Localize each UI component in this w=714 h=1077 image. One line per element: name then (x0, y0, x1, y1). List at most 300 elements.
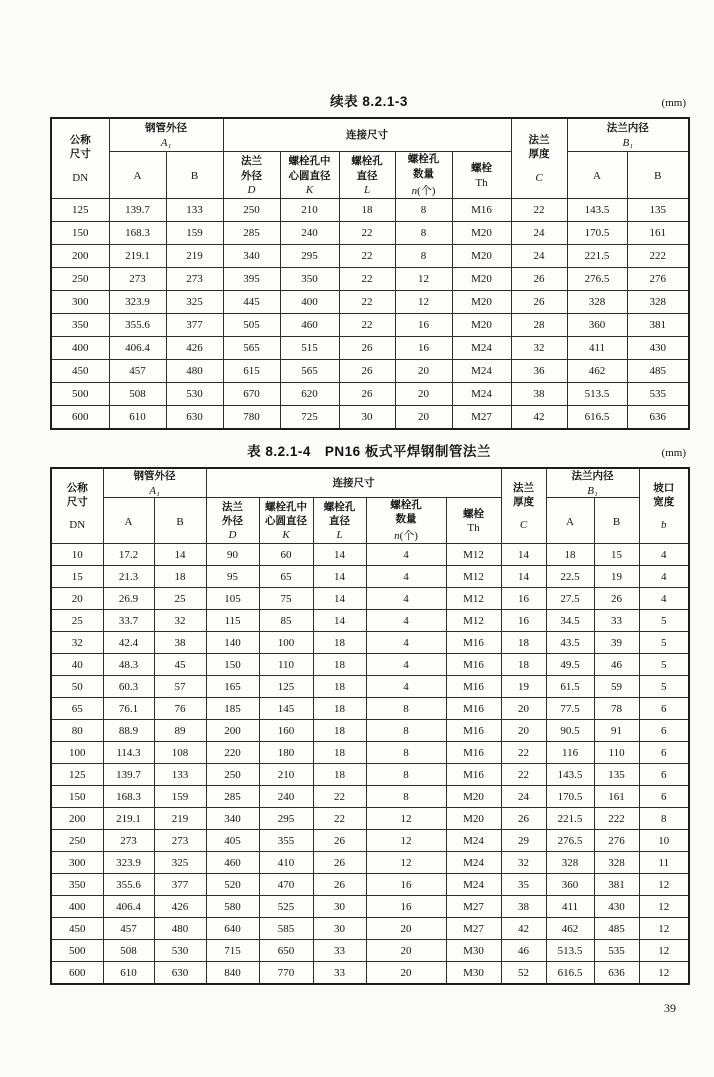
table-cell: 185 (206, 698, 259, 720)
table-cell: 670 (223, 383, 280, 406)
table-cell: 636 (594, 962, 639, 985)
table-cell: 220 (206, 742, 259, 764)
table-cell: 59 (594, 676, 639, 698)
table-cell: 19 (594, 566, 639, 588)
table-cell: 480 (154, 918, 206, 940)
table-row (51, 654, 689, 676)
table-cell: 85 (259, 610, 313, 632)
table-cell: 276.5 (546, 830, 594, 852)
table-cell: 480 (166, 360, 223, 383)
table-cell: 530 (166, 383, 223, 406)
table-cell: 18 (546, 544, 594, 566)
table-cell: 90.5 (546, 720, 594, 742)
table-cell: 43.5 (546, 632, 594, 654)
table-cell: 110 (594, 742, 639, 764)
table-cell: 14 (154, 544, 206, 566)
table-cell: 222 (627, 245, 689, 268)
table-cell: 115 (206, 610, 259, 632)
table-cell: 108 (154, 742, 206, 764)
table-cell: 515 (280, 337, 339, 360)
table-cell: M30 (446, 962, 501, 985)
table-cell: 210 (259, 764, 313, 786)
table-cell: 395 (223, 268, 280, 291)
table-cell: 16 (366, 896, 446, 918)
table-row (51, 383, 689, 406)
table-cell: 615 (223, 360, 280, 383)
table-cell: 219 (154, 808, 206, 830)
table-cell: 10 (639, 830, 689, 852)
table-cell: 80 (51, 720, 103, 742)
table-cell: M16 (452, 199, 511, 222)
table-cell: 35 (501, 874, 546, 896)
table-cell: 125 (259, 676, 313, 698)
table-cell: 355 (259, 830, 313, 852)
table-cell: 22 (511, 199, 567, 222)
table-8-2-1-4 (50, 467, 690, 985)
col-flange-od: 法兰外径 D (223, 152, 280, 199)
table-row (51, 199, 689, 222)
table-cell: 381 (627, 314, 689, 337)
table-cell: 585 (259, 918, 313, 940)
table-cell: 14 (501, 544, 546, 566)
table-cell: 105 (206, 588, 259, 610)
table-row (51, 337, 689, 360)
table-cell: 22 (339, 268, 395, 291)
table-cell: 360 (567, 314, 627, 337)
table-cell: 460 (206, 852, 259, 874)
colgroup-connection: 连接尺寸 (223, 118, 511, 152)
table-cell: M20 (452, 268, 511, 291)
table-cell: 323.9 (103, 852, 154, 874)
table-cell: 4 (366, 654, 446, 676)
table-cell: 46 (594, 654, 639, 676)
table-cell: 620 (280, 383, 339, 406)
table-cell: 355.6 (109, 314, 166, 337)
table-cell: 100 (51, 742, 103, 764)
table-cell: M24 (446, 874, 501, 896)
table-cell: 32 (51, 632, 103, 654)
table-cell: 20 (366, 940, 446, 962)
table-cell: 161 (594, 786, 639, 808)
table-cell: 135 (594, 764, 639, 786)
table-cell: 135 (627, 199, 689, 222)
table-cell: 406.4 (103, 896, 154, 918)
table-cell: 4 (366, 676, 446, 698)
table-row (51, 808, 689, 830)
table-cell: 18 (313, 764, 366, 786)
table-cell: M12 (446, 588, 501, 610)
table-cell: 616.5 (546, 962, 594, 985)
table-cell: 26 (313, 852, 366, 874)
table-cell: 219 (166, 245, 223, 268)
table-cell: 32 (154, 610, 206, 632)
col-flange-id-b: B (627, 152, 689, 199)
table-cell: 20 (395, 360, 452, 383)
table-cell: 15 (594, 544, 639, 566)
table-cell: 150 (206, 654, 259, 676)
table-cell: 160 (259, 720, 313, 742)
table-cell: 24 (511, 222, 567, 245)
table-cell: 400 (51, 896, 103, 918)
table-cell: 38 (511, 383, 567, 406)
col-nominal-size: 公称尺寸 DN (51, 118, 109, 199)
table-cell: M20 (452, 314, 511, 337)
table-cell: 18 (313, 720, 366, 742)
table-cell: 39 (594, 632, 639, 654)
table-cell: 12 (366, 852, 446, 874)
col-bolt-qty: 螺栓孔数量 n(个) (366, 498, 446, 544)
colgroup-flange-id: 法兰内径 B₁ (567, 118, 689, 152)
table-cell: M24 (446, 830, 501, 852)
table-row (51, 360, 689, 383)
table-cell: 76 (154, 698, 206, 720)
table1-body (51, 199, 689, 430)
table-cell: 4 (639, 566, 689, 588)
table-cell: 222 (594, 808, 639, 830)
page-number: 39 (664, 1001, 676, 1016)
table-cell: 273 (166, 268, 223, 291)
table-cell: 88.9 (103, 720, 154, 742)
table-cell: 30 (339, 406, 395, 430)
table-cell: 24 (501, 786, 546, 808)
table-cell: 4 (366, 610, 446, 632)
table-cell: 95 (206, 566, 259, 588)
col-bolt: 螺栓 Th (446, 498, 501, 544)
table-cell: 450 (51, 360, 109, 383)
table-cell: 381 (594, 874, 639, 896)
table-cell: 25 (51, 610, 103, 632)
table-cell: 630 (166, 406, 223, 430)
table-cell: 5 (639, 654, 689, 676)
table-cell: 36 (511, 360, 567, 383)
table-cell: 8 (366, 742, 446, 764)
table-cell: 340 (223, 245, 280, 268)
table-cell: 16 (395, 337, 452, 360)
table-cell: 250 (206, 764, 259, 786)
col-nominal-size: 公称尺寸 DN (51, 468, 103, 544)
table-row (51, 676, 689, 698)
table-cell: 377 (154, 874, 206, 896)
table-cell: 6 (639, 764, 689, 786)
table-cell: 630 (154, 962, 206, 985)
table-cell: 200 (51, 808, 103, 830)
col-pipe-od-a: A (103, 498, 154, 544)
table-cell: 457 (103, 918, 154, 940)
table-cell: 49.5 (546, 654, 594, 676)
table-cell: 14 (313, 610, 366, 632)
table-cell: 22 (339, 222, 395, 245)
table-cell: 219.1 (103, 808, 154, 830)
table-cell: 168.3 (103, 786, 154, 808)
table-cell: 26 (339, 360, 395, 383)
table1-header (51, 118, 689, 199)
table-cell: 22 (501, 742, 546, 764)
table-cell: 770 (259, 962, 313, 985)
table-cell: 600 (51, 406, 109, 430)
table-row (51, 291, 689, 314)
table-cell: 20 (395, 406, 452, 430)
table-cell: 5 (639, 610, 689, 632)
table-cell: 240 (280, 222, 339, 245)
col-flange-id-a: A (567, 152, 627, 199)
table-cell: 445 (223, 291, 280, 314)
table-cell: 600 (51, 962, 103, 985)
colgroup-pipe-od: 钢管外径 A₁ (109, 118, 223, 152)
table-cell: 150 (51, 786, 103, 808)
table-cell: 350 (51, 874, 103, 896)
table-cell: 114.3 (103, 742, 154, 764)
table-cell: 60.3 (103, 676, 154, 698)
table-cell: 22 (339, 245, 395, 268)
table-cell: 5 (639, 632, 689, 654)
table-cell: 170.5 (567, 222, 627, 245)
table-cell: 125 (51, 764, 103, 786)
table-cell: 616.5 (567, 406, 627, 430)
table-cell: 90 (206, 544, 259, 566)
table-cell: 180 (259, 742, 313, 764)
table-cell: 45 (154, 654, 206, 676)
table-cell: 18 (313, 698, 366, 720)
col-groove-width: 坡口宽度 b (639, 468, 689, 544)
table-cell: 168.3 (109, 222, 166, 245)
table-cell: 500 (51, 940, 103, 962)
table-cell: 565 (223, 337, 280, 360)
table-cell: M24 (452, 383, 511, 406)
table-cell: 406.4 (109, 337, 166, 360)
table-cell: 636 (627, 406, 689, 430)
col-bolt: 螺栓 Th (452, 152, 511, 199)
table-cell: M24 (452, 337, 511, 360)
col-pipe-od-b: B (154, 498, 206, 544)
table-row (51, 940, 689, 962)
table-cell: 139.7 (103, 764, 154, 786)
table-cell: 18 (313, 742, 366, 764)
table-cell: 4 (366, 544, 446, 566)
table-cell: 276 (627, 268, 689, 291)
table-cell: 715 (206, 940, 259, 962)
table1-title: 续表 8.2.1-3 (330, 94, 408, 109)
table-cell: 18 (313, 676, 366, 698)
table-cell: 65 (259, 566, 313, 588)
table-cell: M27 (446, 918, 501, 940)
table-cell: M12 (446, 610, 501, 632)
table-cell: 170.5 (546, 786, 594, 808)
table-cell: 8 (366, 786, 446, 808)
table-cell: 61.5 (546, 676, 594, 698)
table-cell: 26.9 (103, 588, 154, 610)
table-cell: 12 (639, 896, 689, 918)
table-cell: 221.5 (567, 245, 627, 268)
table-cell: 8 (639, 808, 689, 830)
table-cell: M20 (446, 786, 501, 808)
table-cell: 12 (639, 940, 689, 962)
table-cell: 640 (206, 918, 259, 940)
table-cell: 18 (339, 199, 395, 222)
table-cell: 350 (51, 314, 109, 337)
table-cell: M27 (446, 896, 501, 918)
table2-body (51, 544, 689, 985)
table-cell: 462 (567, 360, 627, 383)
table-cell: 18 (154, 566, 206, 588)
table-cell: 12 (366, 830, 446, 852)
table-cell: 12 (395, 291, 452, 314)
table-cell: 470 (259, 874, 313, 896)
table-cell: 26 (339, 337, 395, 360)
table-cell: 200 (51, 245, 109, 268)
table-cell: 125 (51, 199, 109, 222)
table-cell: 100 (259, 632, 313, 654)
table-cell: 328 (546, 852, 594, 874)
table-cell: 133 (154, 764, 206, 786)
table-cell: 89 (154, 720, 206, 742)
table-row (51, 786, 689, 808)
table-row (51, 698, 689, 720)
table-row (51, 896, 689, 918)
table-cell: 24 (511, 245, 567, 268)
table-cell: 161 (627, 222, 689, 245)
table-cell: 77.5 (546, 698, 594, 720)
table-cell: 26 (511, 291, 567, 314)
table-cell: 328 (627, 291, 689, 314)
table-cell: 26 (339, 383, 395, 406)
table-row (51, 406, 689, 430)
table-cell: 32 (511, 337, 567, 360)
table-cell: 200 (206, 720, 259, 742)
col-flange-thickness: 法兰厚度 C (501, 468, 546, 544)
table-cell: 30 (313, 896, 366, 918)
table-cell: 52 (501, 962, 546, 985)
col-flange-id-a: A (546, 498, 594, 544)
table-cell: 33 (594, 610, 639, 632)
table-cell: 6 (639, 786, 689, 808)
table-cell: 22 (339, 314, 395, 337)
table-cell: 91 (594, 720, 639, 742)
table-cell: 8 (366, 720, 446, 742)
table-cell: 411 (546, 896, 594, 918)
table-cell: M20 (452, 245, 511, 268)
col-bolt-circle: 螺栓孔中心圆直径 K (280, 152, 339, 199)
table-cell: 60 (259, 544, 313, 566)
table-cell: 426 (154, 896, 206, 918)
table-cell: 8 (366, 764, 446, 786)
table-cell: M16 (446, 676, 501, 698)
table-cell: 725 (280, 406, 339, 430)
table-cell: 22 (501, 764, 546, 786)
table2-unit-label: (mm) (661, 447, 686, 459)
table-cell: 250 (51, 268, 109, 291)
document-page (50, 0, 688, 1016)
table-cell: 22 (339, 291, 395, 314)
table-cell: 10 (51, 544, 103, 566)
table-cell: 273 (109, 268, 166, 291)
table-cell: 250 (51, 830, 103, 852)
table-cell: 14 (501, 566, 546, 588)
table-cell: 22.5 (546, 566, 594, 588)
table-row (51, 566, 689, 588)
table-cell: 355.6 (103, 874, 154, 896)
table-cell: M30 (446, 940, 501, 962)
table-cell: 500 (51, 383, 109, 406)
table-cell: 535 (627, 383, 689, 406)
table-cell: 26 (594, 588, 639, 610)
col-bolt-circle: 螺栓孔中心圆直径 K (259, 498, 313, 544)
table-cell: 46 (501, 940, 546, 962)
table-cell: 780 (223, 406, 280, 430)
table-cell: 285 (206, 786, 259, 808)
table2-title: 表 8.2.1-4 PN16 板式平焊钢制管法兰 (247, 444, 491, 459)
table-cell: 276 (594, 830, 639, 852)
table-cell: 18 (313, 632, 366, 654)
table-cell: 580 (206, 896, 259, 918)
table-cell: 8 (366, 698, 446, 720)
table-cell: M27 (452, 406, 511, 430)
table-cell: M16 (446, 632, 501, 654)
table-cell: 8 (395, 222, 452, 245)
table-cell: 40 (51, 654, 103, 676)
table-cell: 430 (594, 896, 639, 918)
table-row (51, 918, 689, 940)
table-cell: 20 (366, 918, 446, 940)
table-8-2-1-3 (50, 117, 690, 430)
col-bolt-hole-dia: 螺栓孔直径 L (339, 152, 395, 199)
table-cell: M20 (446, 808, 501, 830)
table-cell: M16 (446, 720, 501, 742)
col-bolt-hole-dia: 螺栓孔直径 L (313, 498, 366, 544)
table-cell: 221.5 (546, 808, 594, 830)
table-cell: 508 (103, 940, 154, 962)
colgroup-pipe-od: 钢管外径 A₁ (103, 468, 206, 498)
table2-header (51, 468, 689, 544)
table-cell: 5 (639, 676, 689, 698)
table-cell: 410 (259, 852, 313, 874)
table-cell: 42 (501, 918, 546, 940)
table-cell: 34.5 (546, 610, 594, 632)
table-cell: 76.1 (103, 698, 154, 720)
table-cell: 143.5 (546, 764, 594, 786)
table-cell: 325 (154, 852, 206, 874)
table-cell: 21.3 (103, 566, 154, 588)
table-cell: M16 (446, 742, 501, 764)
table-cell: 33.7 (103, 610, 154, 632)
table-cell: 300 (51, 852, 103, 874)
table-cell: 28 (511, 314, 567, 337)
table-row (51, 222, 689, 245)
table-cell: 16 (501, 610, 546, 632)
table1-caption (50, 0, 688, 110)
table-cell: 17.2 (103, 544, 154, 566)
table-cell: 26 (501, 808, 546, 830)
table-cell: 300 (51, 291, 109, 314)
table-cell: 65 (51, 698, 103, 720)
table-row (51, 314, 689, 337)
table-cell: 457 (109, 360, 166, 383)
table-cell: 145 (259, 698, 313, 720)
table-cell: 75 (259, 588, 313, 610)
table-cell: 328 (567, 291, 627, 314)
table-cell: M16 (446, 764, 501, 786)
table-cell: 535 (594, 940, 639, 962)
table-cell: 143.5 (567, 199, 627, 222)
table-row (51, 544, 689, 566)
table-cell: 18 (313, 654, 366, 676)
table-cell: 42 (511, 406, 567, 430)
table-cell: 12 (366, 808, 446, 830)
table-cell: 273 (154, 830, 206, 852)
table-cell: 20 (501, 698, 546, 720)
table-cell: 32 (501, 852, 546, 874)
table-cell: 12 (639, 918, 689, 940)
table-cell: M24 (446, 852, 501, 874)
